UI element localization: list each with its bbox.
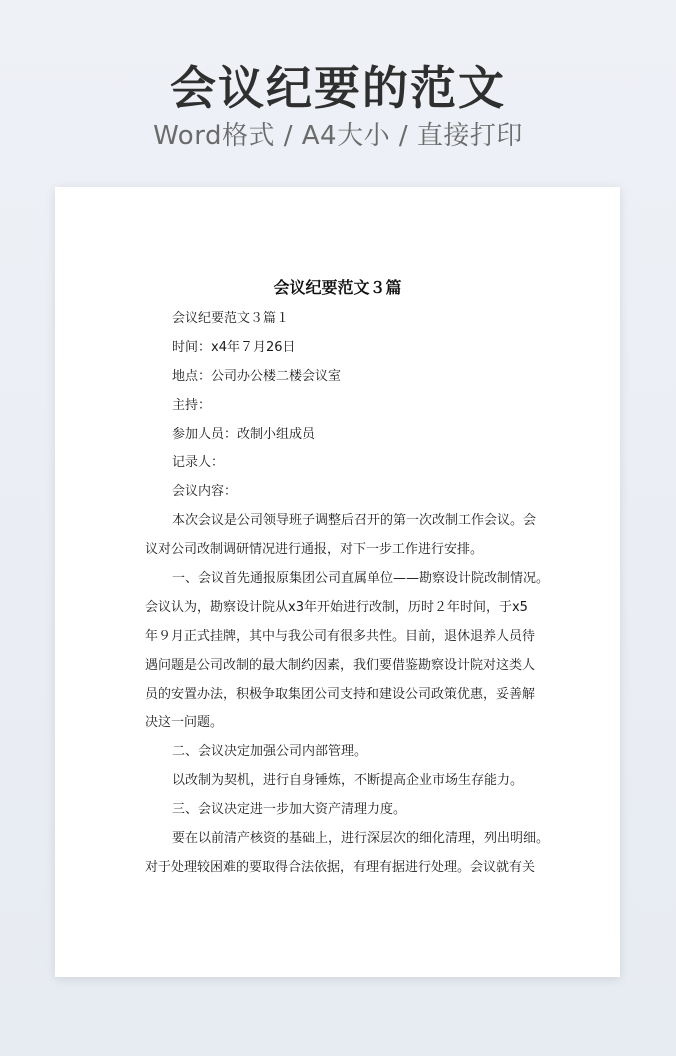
document-line: 对于处理较困难的要取得合法依据，有理有据进行处理。会议就有关 [145,859,536,875]
document-page [55,187,620,977]
document-line: 二、会议决定加强公司内部管理。 [172,744,368,760]
document-title: 会议纪要范文３篇 [273,278,402,297]
document-line: 三、会议决定进一步加大资产清理力度。 [172,802,407,818]
document-line: 本次会议是公司领导班子调整后召开的第一次改制工作会议。会 [172,513,537,529]
document-line: 决这一问题。 [145,715,224,731]
document-line: 参加人员：改制小组成员 [172,426,316,442]
document-line: 会议内容： [172,484,238,500]
document-line: 会议纪要范文３篇１ [172,311,290,326]
document-line: 时间：x4年７月26日 [172,339,296,355]
banner-subtitle: Word格式 / A4大小 / 直接打印 [153,120,523,151]
document-line: 要在以前清产核资的基础上，进行深层次的细化清理，列出明细。 [172,831,550,847]
document-line: 以改制为契机，进行自身锤炼，不断提高企业市场生存能力。 [172,773,524,789]
document-line: 年９月正式挂牌，其中与我公司有很多共性。目前，退休退养人员待 [145,628,536,644]
document-line: 记录人： [172,455,225,471]
document-line: 遇问题是公司改制的最大制约因素，我们要借鉴勘察设计院对这类人 [145,657,536,673]
document-line: 主持： [172,397,212,413]
banner [0,62,676,152]
banner-title: 会议纪要的范文 [170,61,506,115]
document-line: 会议认为，勘察设计院从x3年开始进行改制，历时２年时间，于x5 [145,599,528,615]
document-line: 一、会议首先通报原集团公司直属单位——勘察设计院改制情况。 [172,571,550,587]
document-line: 地点：公司办公楼二楼会议室 [172,368,342,384]
document-body [145,305,550,883]
document-line: 员的安置办法，积极争取集团公司支持和建设公司政策优惠，妥善解 [145,686,536,702]
document-line: 议对公司改制调研情况进行通报，对下一步工作进行安排。 [145,542,484,558]
